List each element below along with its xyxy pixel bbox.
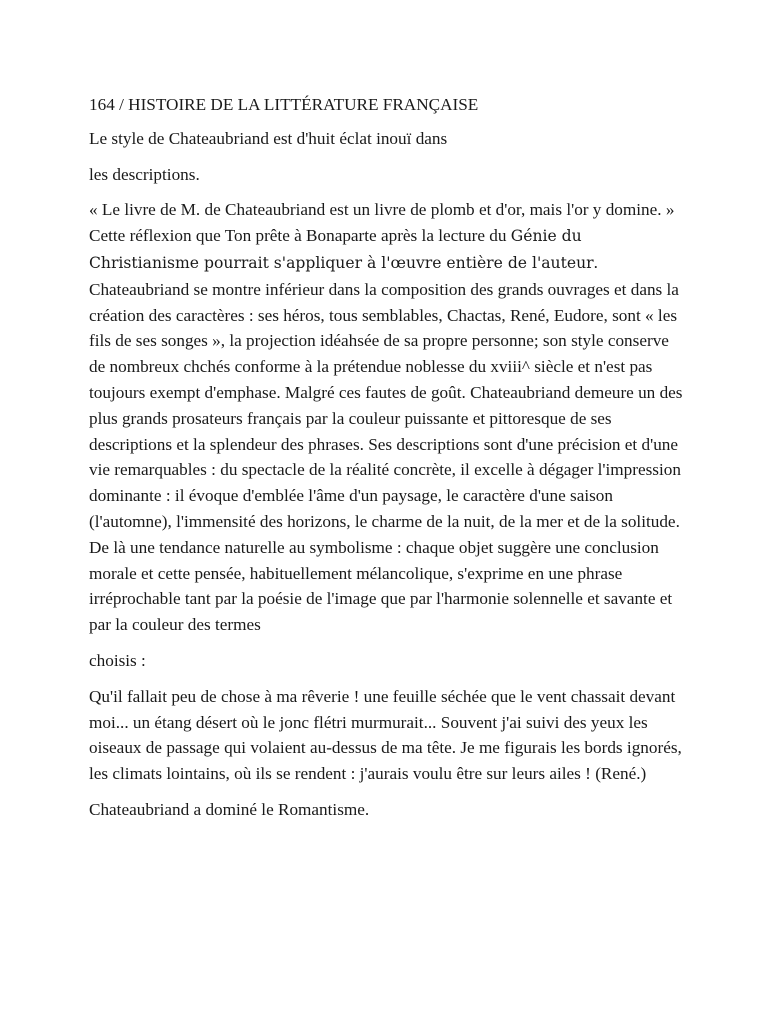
paragraph-main (89, 197, 689, 638)
main-text-part1: « Le livre de M. de Chateaubriand est un livre de plomb et d'or, mais l'or y domine. » Cette réflexion que Ton prête à Bonaparte après la lecture du (89, 200, 675, 246)
document-page (89, 92, 689, 833)
paragraph-style-intro: Le style de Chateaubriand est d'huit éclat inouï dans (89, 128, 448, 148)
paragraph-conclusion: Chateaubriand a dominé le Romantisme. (89, 799, 370, 819)
page-header: 164 / HISTOIRE DE LA LITTÉRATURE FRANÇAISE (89, 95, 479, 114)
paragraph-descriptions: les descriptions. (89, 164, 200, 184)
paragraph-choisis: choisis : (89, 650, 146, 670)
main-text-part2: Génie du Christianisme pourrait s'appliquer à l'œuvre entière de l'auteur (89, 227, 594, 272)
paragraph-quote-rene: Qu'il fallait peu de chose à ma rêverie ! une feuille séchée que le vent chassait devant moi... un étang désert où le jonc flétri murmurait... Souvent j'ai suivi des yeux les oiseaux de passage qui volaient au-dessus de ma tête. Je me figurais les bords ignorés, les climats lointains, où ils se rendent : j'aurais voulu être sur leurs ailes ! (René.) (89, 686, 682, 784)
main-text-part3: . Chateaubriand se montre inférieur dans la composition des grands ouvrages et dans la création des caractères : ses héros, tous semblables, Chactas, René, Eudore, sont « les fils de ses songes », la projection idéahsée de sa propre personne; son style conserve de nombreux chchés conforme à la prétendue noblesse du xviii^ siècle et n'est pas toujours exempt d'emphase. Malgré ces fautes de goût. Chateaubriand demeure un des plus grands prosateurs français par la couleur puissante et pittoresque de ses descriptions et la splendeur des phrases. Ses descriptions sont d'une précision et d'une vie remarquables : du spectacle de la réalité concrète, il excelle à dégager l'impression dominante : il évoque d'emblée l'âme d'un paysage, le caractère d'une saison (l'automne), l'immensité des horizons, le charme de la nuit, de la mer et de la solitude. De là une tendance naturelle au symbolisme : chaque objet suggère une conclusion morale et cette pensée, habituellement mélancolique, s'exprime en une phrase irréprochable tant par la poésie de l'image que par l'harmonie solennelle et savante et par la couleur des termes (89, 252, 683, 635)
